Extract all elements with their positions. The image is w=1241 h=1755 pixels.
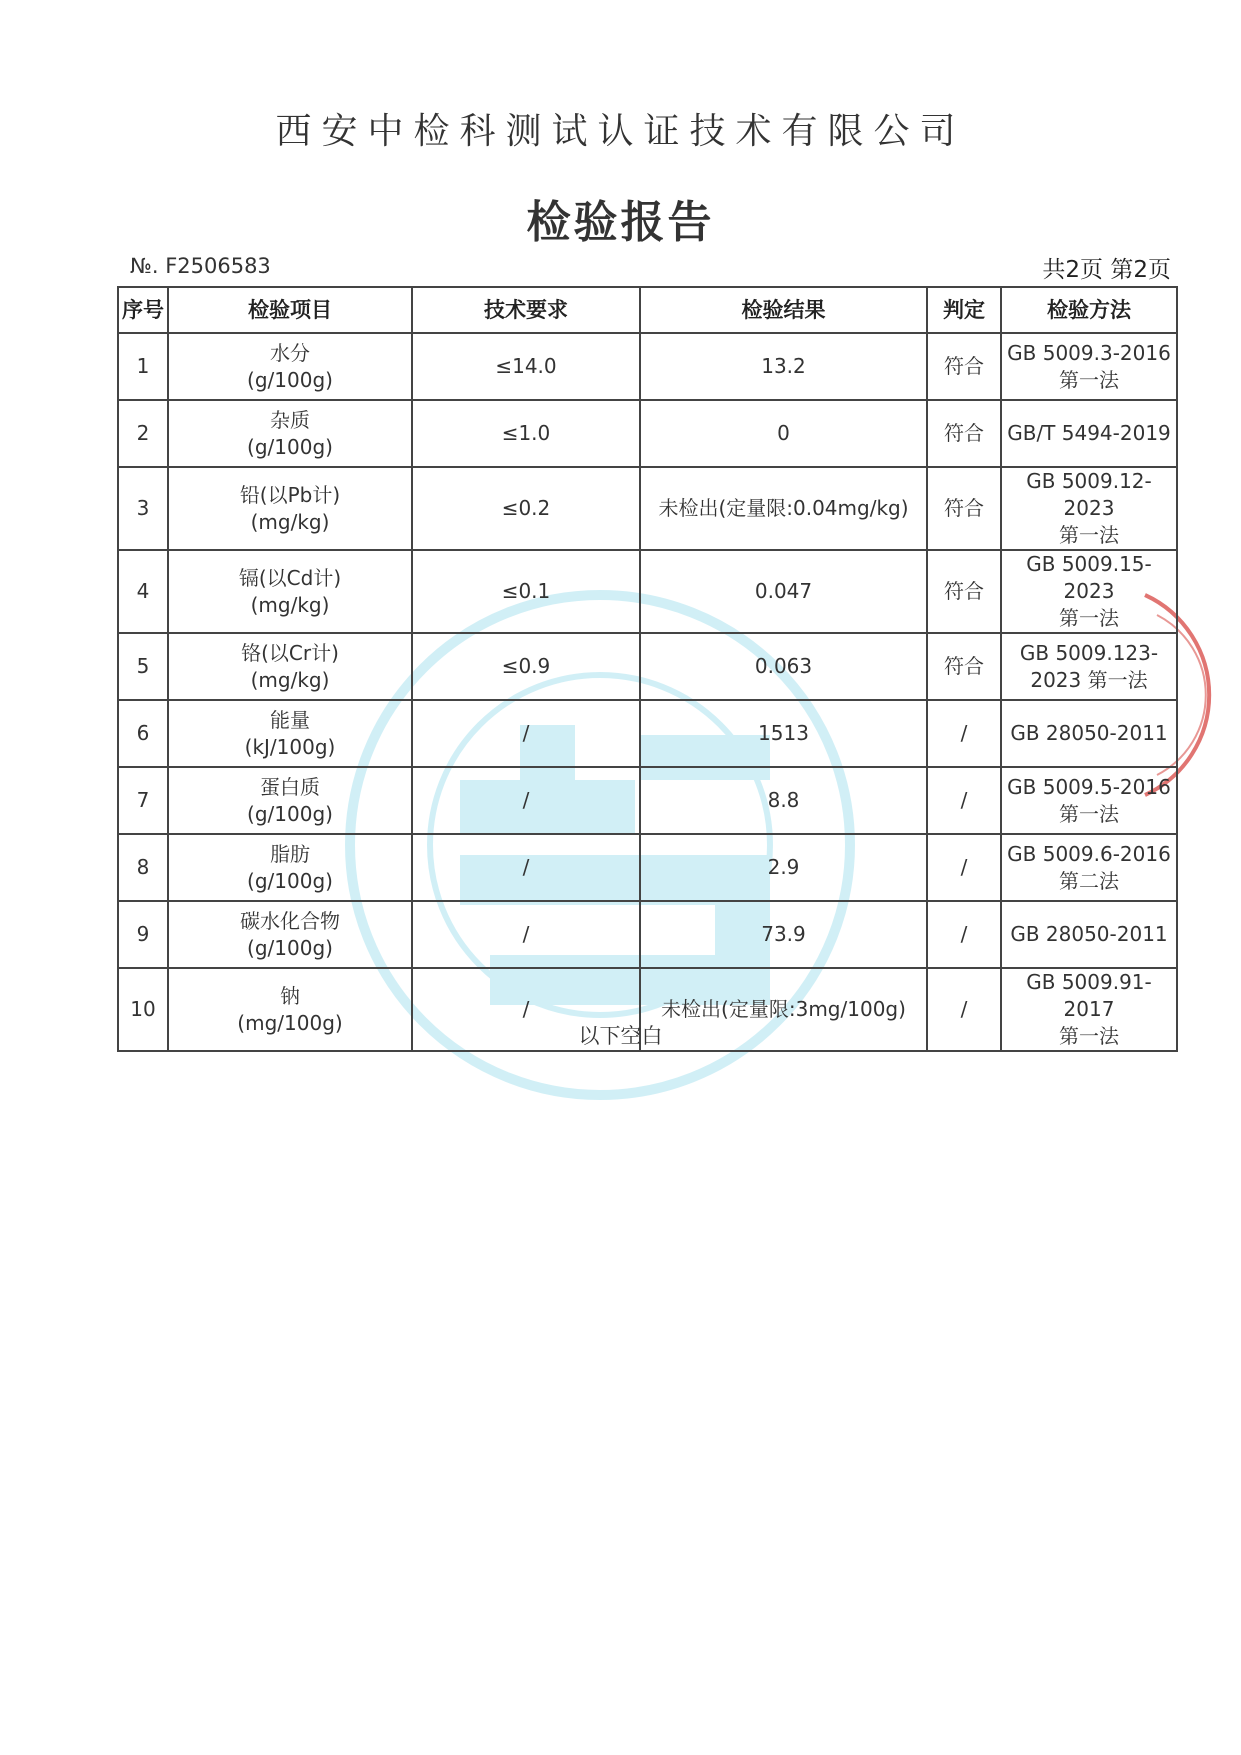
method-standard: GB 5009.91-2017 [1026, 970, 1152, 1021]
cell-item [168, 400, 412, 467]
cell-result [640, 400, 927, 467]
requirement-value: ≤0.1 [501, 579, 551, 603]
cell-judgement [927, 333, 1001, 400]
result-value: 73.9 [761, 922, 806, 946]
table-row [118, 550, 1177, 633]
item-name: 脂肪 [270, 841, 310, 866]
method-variant: 第一法 [1059, 523, 1119, 547]
judgement-value: / [960, 721, 968, 745]
requirement-value: ≤1.0 [501, 421, 551, 445]
column-header-no: 序号 [118, 287, 168, 333]
cell-requirement [412, 467, 640, 550]
cell-method [1001, 700, 1177, 767]
row-number: 9 [136, 922, 150, 946]
requirement-value: / [522, 922, 530, 946]
report-number: №. F2506583 [130, 254, 271, 278]
result-value: 2.9 [767, 855, 800, 879]
item-name: 蛋白质 [260, 774, 320, 799]
item-name: 镉(以Cd计) [238, 565, 342, 590]
item-name: 杂质 [270, 407, 310, 432]
method-standard: GB 28050-2011 [1010, 922, 1168, 946]
result-value: 0.063 [754, 654, 813, 678]
cell-method [1001, 400, 1177, 467]
cell-judgement [927, 901, 1001, 968]
page-info: 共2页 第2页 [1042, 257, 1171, 283]
method-standard: GB 5009.6-2016 [1007, 841, 1171, 866]
cell-item [168, 333, 412, 400]
judgement-value: 符合 [944, 579, 984, 603]
item-name: 能量 [270, 707, 310, 732]
method-standard: GB/T 5494-2019 [1007, 421, 1171, 445]
method-standard: GB 5009.12-2023 [1026, 469, 1152, 520]
cell-method [1001, 901, 1177, 968]
company-name: 西安中检科测试认证技术有限公司 [275, 111, 966, 152]
requirement-value: ≤0.9 [501, 654, 551, 678]
cell-no [118, 700, 168, 767]
judgement-value: 符合 [944, 421, 984, 445]
method-variant: 第二法 [1059, 868, 1119, 893]
cell-item [168, 901, 412, 968]
method-variant: 第一法 [1059, 606, 1119, 630]
cell-requirement [412, 400, 640, 467]
result-value: 1513 [758, 721, 809, 745]
method-standard: GB 5009.15-2023 [1026, 552, 1152, 603]
table-row [118, 834, 1177, 901]
table-row [118, 333, 1177, 400]
result-value: 8.8 [767, 788, 800, 812]
cell-requirement [412, 700, 640, 767]
cell-no [118, 901, 168, 968]
row-number: 4 [136, 579, 150, 603]
column-header-item: 检验项目 [168, 287, 412, 333]
cell-result [640, 767, 927, 834]
item-unit: (mg/kg) [250, 509, 330, 534]
row-number: 6 [136, 721, 150, 745]
item-name: 铬(以Cr计) [241, 640, 339, 665]
requirement-value: ≤0.2 [501, 496, 551, 520]
cell-judgement [927, 633, 1001, 700]
judgement-value: / [960, 788, 968, 812]
judgement-value: 符合 [944, 496, 984, 520]
cell-item [168, 767, 412, 834]
cell-judgement [927, 467, 1001, 550]
cell-item [168, 700, 412, 767]
column-header-requirement: 技术要求 [412, 287, 640, 333]
result-value: 0.047 [754, 579, 813, 603]
cell-result [640, 633, 927, 700]
cell-method [1001, 767, 1177, 834]
cell-result [640, 550, 927, 633]
row-number: 8 [136, 855, 150, 879]
cell-requirement [412, 333, 640, 400]
row-number: 1 [136, 354, 150, 378]
cell-method [1001, 467, 1177, 550]
table-row [118, 767, 1177, 834]
cell-item [168, 834, 412, 901]
blank-below-note: 以下空白 [578, 1024, 663, 1048]
table-row [118, 633, 1177, 700]
cell-no [118, 333, 168, 400]
requirement-value: / [522, 997, 530, 1021]
item-unit: (mg/kg) [250, 592, 330, 617]
item-name: 铅(以Pb计) [239, 482, 341, 507]
table-row [118, 901, 1177, 968]
item-unit: (mg/kg) [250, 667, 330, 692]
cell-requirement [412, 550, 640, 633]
cell-no [118, 467, 168, 550]
row-number: 5 [136, 654, 150, 678]
item-name: 水分 [270, 340, 310, 365]
requirement-value: ≤14.0 [495, 354, 557, 378]
item-unit: (g/100g) [247, 935, 333, 960]
cell-no [118, 767, 168, 834]
table-header-row [118, 287, 1177, 333]
method-standard: GB 5009.3-2016 [1007, 340, 1171, 365]
report-title: 检验报告 [526, 197, 715, 248]
item-unit: (g/100g) [247, 367, 333, 392]
cell-method [1001, 333, 1177, 400]
cell-result [640, 901, 927, 968]
cell-method [1001, 550, 1177, 633]
cell-result [640, 333, 927, 400]
row-number: 3 [136, 496, 150, 520]
cell-requirement [412, 633, 640, 700]
cell-item [168, 550, 412, 633]
result-value: 0 [777, 421, 790, 445]
item-unit: (g/100g) [247, 801, 333, 826]
item-unit: (g/100g) [247, 434, 333, 459]
cell-requirement [412, 901, 640, 968]
judgement-value: 符合 [944, 354, 984, 378]
cell-item [168, 633, 412, 700]
item-unit: (mg/100g) [237, 1010, 343, 1035]
requirement-value: / [522, 788, 530, 812]
method-standard: GB 28050-2011 [1010, 721, 1168, 745]
cell-judgement [927, 834, 1001, 901]
method-standard: GB 5009.5-2016 [1007, 774, 1171, 799]
cell-result [640, 467, 927, 550]
cell-result [640, 834, 927, 901]
cell-item [168, 467, 412, 550]
cell-no [118, 550, 168, 633]
cell-result [640, 700, 927, 767]
table-row [118, 700, 1177, 767]
column-header-method: 检验方法 [1001, 287, 1177, 333]
cell-judgement [927, 700, 1001, 767]
cell-judgement [927, 550, 1001, 633]
cell-no [118, 834, 168, 901]
cell-judgement [927, 767, 1001, 834]
row-number: 2 [136, 421, 150, 445]
inspection-results-table [117, 286, 1178, 1052]
column-header-judgement: 判定 [927, 287, 1001, 333]
item-unit: (kJ/100g) [244, 734, 336, 759]
table-row [118, 400, 1177, 467]
table-row [118, 467, 1177, 550]
method-standard: GB 5009.123- [1019, 640, 1159, 665]
result-value: 未检出(定量限:0.04mg/kg) [658, 496, 909, 520]
cell-requirement [412, 767, 640, 834]
cell-no [118, 400, 168, 467]
column-header-result: 检验结果 [640, 287, 927, 333]
requirement-value: / [522, 855, 530, 879]
row-number: 7 [136, 788, 150, 812]
cell-method [1001, 834, 1177, 901]
item-name: 钠 [280, 983, 300, 1008]
item-name: 碳水化合物 [240, 908, 340, 933]
item-unit: (g/100g) [247, 868, 333, 893]
method-variant: 第一法 [1059, 801, 1119, 826]
cell-requirement [412, 834, 640, 901]
requirement-value: / [522, 721, 530, 745]
judgement-value: / [960, 922, 968, 946]
method-variant: 第一法 [1059, 367, 1119, 392]
row-number: 10 [130, 997, 156, 1021]
method-variant: 第一法 [1059, 1024, 1119, 1048]
cell-no [118, 633, 168, 700]
result-value: 未检出(定量限:3mg/100g) [661, 997, 906, 1021]
cell-judgement [927, 400, 1001, 467]
judgement-value: / [960, 855, 968, 879]
result-value: 13.2 [761, 354, 806, 378]
judgement-value: 符合 [944, 654, 984, 678]
cell-method [1001, 633, 1177, 700]
method-variant: 2023 第一法 [1030, 667, 1148, 692]
judgement-value: / [960, 997, 968, 1021]
